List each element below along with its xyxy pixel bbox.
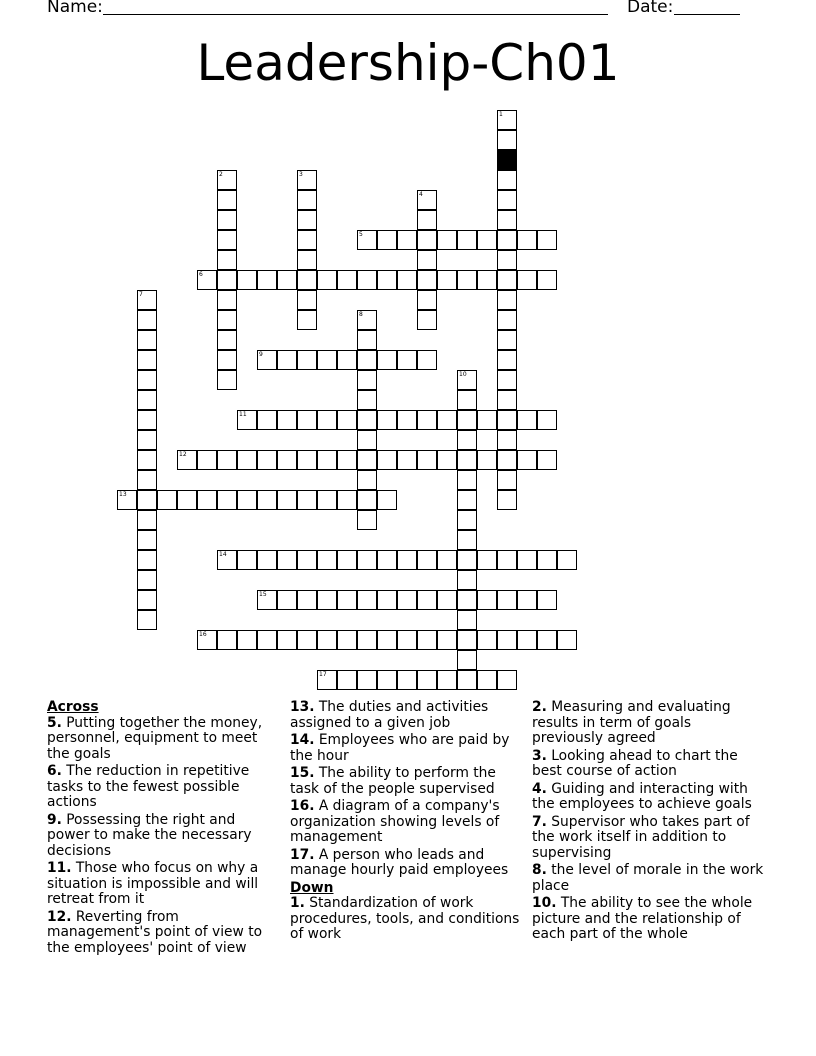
grid-cell[interactable] xyxy=(337,270,357,290)
grid-cell[interactable] xyxy=(297,190,317,210)
grid-cell[interactable] xyxy=(317,670,337,690)
grid-cell[interactable] xyxy=(517,230,537,250)
grid-cell[interactable] xyxy=(497,310,517,330)
clue-across: 14. Employees who are paid by the hour xyxy=(290,732,510,764)
grid-cell[interactable] xyxy=(337,670,357,690)
grid-cell[interactable] xyxy=(417,190,437,210)
grid-cell[interactable] xyxy=(477,230,497,250)
grid-cell[interactable] xyxy=(357,510,377,530)
grid-cell[interactable] xyxy=(497,130,517,150)
grid-cell[interactable] xyxy=(297,250,317,270)
grid-cell[interactable] xyxy=(217,450,237,470)
clue-across: 17. A person who leads and manage hourly paid employees xyxy=(290,846,509,878)
grid-cell[interactable] xyxy=(457,590,477,610)
grid-cell[interactable] xyxy=(497,590,517,610)
clues-column-1 xyxy=(47,700,279,958)
grid-cell[interactable] xyxy=(197,630,217,650)
grid-cell[interactable] xyxy=(517,550,537,570)
grid-cell[interactable] xyxy=(537,450,557,470)
grid-cell[interactable] xyxy=(457,370,477,390)
clue-number: 1 xyxy=(499,111,503,118)
grid-cell[interactable] xyxy=(457,670,477,690)
clue-across: 12. Reverting from management's point of view to the employees' point of view xyxy=(47,908,263,956)
across-heading: Across xyxy=(47,699,99,715)
grid-cell[interactable] xyxy=(257,490,277,510)
clue-across: 5. Putting together the money, personnel, equipment to meet the goals xyxy=(47,714,263,762)
grid-cell[interactable] xyxy=(137,610,157,630)
grid-cell[interactable] xyxy=(517,410,537,430)
grid-cell[interactable] xyxy=(297,350,317,370)
grid-cell[interactable] xyxy=(417,230,437,250)
grid-cell[interactable] xyxy=(497,370,517,390)
grid-cell[interactable] xyxy=(297,170,317,190)
grid-cell[interactable] xyxy=(477,590,497,610)
grid-cell[interactable] xyxy=(217,310,237,330)
grid-cell[interactable] xyxy=(137,410,157,430)
grid-cell[interactable] xyxy=(397,670,417,690)
clue-number: 17 xyxy=(319,671,327,678)
grid-cell[interactable] xyxy=(137,490,157,510)
grid-cell[interactable] xyxy=(257,410,277,430)
grid-cell[interactable] xyxy=(537,590,557,610)
grid-cell[interactable] xyxy=(497,410,517,430)
grid-cell[interactable] xyxy=(317,590,337,610)
grid-cell[interactable] xyxy=(257,590,277,610)
grid-cell[interactable] xyxy=(397,630,417,650)
grid-cell[interactable] xyxy=(417,250,437,270)
grid-cell[interactable] xyxy=(157,490,177,510)
grid-cell[interactable] xyxy=(297,450,317,470)
grid-cell[interactable] xyxy=(557,550,577,570)
clue-across: 16. A diagram of a company's organization showing levels of management xyxy=(290,798,500,845)
grid-cell[interactable] xyxy=(537,410,557,430)
grid-cell[interactable] xyxy=(457,410,477,430)
grid-cell[interactable] xyxy=(257,350,277,370)
grid-cell[interactable] xyxy=(137,530,157,550)
grid-cell[interactable] xyxy=(417,550,437,570)
grid-cell[interactable] xyxy=(217,550,237,570)
grid-cell[interactable] xyxy=(437,230,457,250)
grid-cell[interactable] xyxy=(417,350,437,370)
clue-number: 9 xyxy=(259,351,263,358)
grid-cell[interactable] xyxy=(497,250,517,270)
grid-cell[interactable] xyxy=(257,270,277,290)
grid-cell[interactable] xyxy=(277,590,297,610)
grid-cell[interactable] xyxy=(497,190,517,210)
grid-cell[interactable] xyxy=(357,350,377,370)
grid-cell[interactable] xyxy=(257,550,277,570)
grid-cell[interactable] xyxy=(517,270,537,290)
grid-cell[interactable] xyxy=(477,550,497,570)
grid-cell[interactable] xyxy=(217,270,237,290)
grid-cell[interactable] xyxy=(237,550,257,570)
grid-cell[interactable] xyxy=(377,630,397,650)
grid-cell[interactable] xyxy=(497,630,517,650)
grid-cell[interactable] xyxy=(137,430,157,450)
clue-across: 11. Those who focus on why a situation is impossible and will retreat from it xyxy=(47,860,259,907)
grid-cell[interactable] xyxy=(497,110,517,130)
grid-cell[interactable] xyxy=(517,630,537,650)
clue-number: 12 xyxy=(179,451,187,458)
grid-cell[interactable] xyxy=(457,630,477,650)
grid-cell[interactable] xyxy=(137,590,157,610)
clues-column-3 xyxy=(532,700,764,945)
grid-cell[interactable] xyxy=(477,630,497,650)
grid-cell[interactable] xyxy=(337,350,357,370)
grid-cell[interactable] xyxy=(497,230,517,250)
grid-cell[interactable] xyxy=(217,230,237,250)
grid-cell[interactable] xyxy=(357,490,377,510)
grid-cell[interactable] xyxy=(277,450,297,470)
grid-cell[interactable] xyxy=(197,450,217,470)
grid-cell[interactable] xyxy=(237,490,257,510)
clue-number: 14 xyxy=(219,551,227,558)
grid-cell[interactable] xyxy=(397,410,417,430)
clue-number: 8 xyxy=(359,311,363,318)
grid-cell[interactable] xyxy=(137,510,157,530)
grid-cell[interactable] xyxy=(377,270,397,290)
grid-cell[interactable] xyxy=(377,350,397,370)
clue-number: 3 xyxy=(299,171,303,178)
grid-cell[interactable] xyxy=(317,410,337,430)
grid-cell[interactable] xyxy=(217,290,237,310)
grid-cell[interactable] xyxy=(317,350,337,370)
grid-cell[interactable] xyxy=(497,350,517,370)
grid-cell[interactable] xyxy=(497,490,517,510)
down-heading: Down xyxy=(290,879,334,896)
grid-cell[interactable] xyxy=(497,170,517,190)
grid-cell[interactable] xyxy=(257,630,277,650)
clue-number: 16 xyxy=(199,631,207,638)
grid-cell[interactable] xyxy=(437,670,457,690)
clue-number: 4 xyxy=(419,191,423,198)
grid-cell[interactable] xyxy=(417,450,437,470)
clue-down: 8. the level of morale in the work place xyxy=(532,862,764,894)
grid-cell[interactable] xyxy=(557,630,577,650)
grid-cell[interactable] xyxy=(497,290,517,310)
grid-cell[interactable] xyxy=(457,610,477,630)
grid-cell[interactable] xyxy=(317,550,337,570)
clue-across: 13. The duties and activities assigned to a given job xyxy=(290,699,489,731)
grid-cell[interactable] xyxy=(217,210,237,230)
grid-cell[interactable] xyxy=(437,590,457,610)
clue-number: 13 xyxy=(119,491,127,498)
grid-cell[interactable] xyxy=(297,210,317,230)
grid-cell[interactable] xyxy=(397,350,417,370)
grid-cell[interactable] xyxy=(137,570,157,590)
grid-cell[interactable] xyxy=(237,410,257,430)
grid-cell[interactable] xyxy=(477,450,497,470)
clues-column-2 xyxy=(290,700,522,945)
grid-cell[interactable] xyxy=(137,330,157,350)
grid-cell[interactable] xyxy=(337,410,357,430)
grid-cell[interactable] xyxy=(177,490,197,510)
grid-cell[interactable] xyxy=(417,210,437,230)
grid-cell[interactable] xyxy=(277,490,297,510)
clue-down: 4. Guiding and interacting with the employees to achieve goals xyxy=(532,780,752,812)
grid-cell[interactable] xyxy=(357,410,377,430)
grid-cell[interactable] xyxy=(357,470,377,490)
grid-cell[interactable] xyxy=(457,530,477,550)
grid-cell[interactable] xyxy=(317,450,337,470)
clue-down: 1. Standardization of work procedures, tools, and conditions of work xyxy=(290,895,520,942)
grid-cell[interactable] xyxy=(477,670,497,690)
grid-cell[interactable] xyxy=(537,550,557,570)
grid-cell[interactable] xyxy=(137,350,157,370)
grid-cell[interactable] xyxy=(297,590,317,610)
grid-cell[interactable] xyxy=(537,230,557,250)
grid-cell[interactable] xyxy=(377,670,397,690)
name-label: Name: xyxy=(47,0,103,17)
grid-cell[interactable] xyxy=(497,670,517,690)
grid-cell[interactable] xyxy=(397,550,417,570)
clue-number: 2 xyxy=(219,171,223,178)
grid-cell[interactable] xyxy=(137,550,157,570)
grid-cell[interactable] xyxy=(437,410,457,430)
grid-cell[interactable] xyxy=(357,590,377,610)
clue-across: 15. The ability to perform the task of the people supervised xyxy=(290,765,496,797)
grid-cell[interactable] xyxy=(137,290,157,310)
grid-cell[interactable] xyxy=(397,450,417,470)
clue-down: 10. The ability to see the whole picture and the relationship of each part of the whole xyxy=(532,895,753,942)
grid-cell[interactable] xyxy=(297,630,317,650)
grid-cell[interactable] xyxy=(217,190,237,210)
grid-cell[interactable] xyxy=(137,450,157,470)
grid-cell[interactable] xyxy=(497,450,517,470)
grid-cell[interactable] xyxy=(277,270,297,290)
grid-cell[interactable] xyxy=(257,450,277,470)
grid-cell[interactable] xyxy=(457,430,477,450)
clue-down: 7. Supervisor who takes part of the work itself in addition to supervising xyxy=(532,813,750,861)
grid-cell[interactable] xyxy=(377,450,397,470)
grid-cell[interactable] xyxy=(457,390,477,410)
grid-cell[interactable] xyxy=(137,390,157,410)
grid-cell[interactable] xyxy=(497,210,517,230)
grid-cell[interactable] xyxy=(497,470,517,490)
grid-cell[interactable] xyxy=(417,630,437,650)
grid-cell[interactable] xyxy=(217,350,237,370)
grid-cell[interactable] xyxy=(277,550,297,570)
puzzle-title: Leadership-Ch01 xyxy=(196,34,620,92)
grid-cell[interactable] xyxy=(417,590,437,610)
grid-cell[interactable] xyxy=(497,430,517,450)
grid-cell[interactable] xyxy=(357,310,377,330)
grid-cell[interactable] xyxy=(277,410,297,430)
grid-cell[interactable] xyxy=(237,270,257,290)
grid-cell[interactable] xyxy=(357,550,377,570)
grid-cell[interactable] xyxy=(457,550,477,570)
grid-cell[interactable] xyxy=(477,270,497,290)
grid-cell[interactable] xyxy=(117,490,137,510)
grid-cell[interactable] xyxy=(457,270,477,290)
grid-cell[interactable] xyxy=(357,670,377,690)
grid-cell[interactable] xyxy=(297,490,317,510)
grid-cell[interactable] xyxy=(337,490,357,510)
grid-cell[interactable] xyxy=(437,270,457,290)
grid-cell[interactable] xyxy=(517,590,537,610)
grid-cell[interactable] xyxy=(497,550,517,570)
grid-cell[interactable] xyxy=(377,230,397,250)
grid-cell[interactable] xyxy=(357,430,377,450)
grid-cell[interactable] xyxy=(417,310,437,330)
grid-cell[interactable] xyxy=(337,630,357,650)
grid-cell[interactable] xyxy=(517,450,537,470)
grid-cell[interactable] xyxy=(397,230,417,250)
grid-cell[interactable] xyxy=(297,310,317,330)
grid-cell[interactable] xyxy=(217,330,237,350)
clue-number: 15 xyxy=(259,591,267,598)
clue-across: 9. Possessing the right and power to make the necessary decisions xyxy=(47,811,252,859)
grid-cell[interactable] xyxy=(477,410,497,430)
grid-cell[interactable] xyxy=(397,270,417,290)
grid-cell[interactable] xyxy=(137,470,157,490)
grid-cell[interactable] xyxy=(437,630,457,650)
grid-cell[interactable] xyxy=(337,450,357,470)
grid-cell[interactable] xyxy=(457,490,477,510)
grid-cell[interactable] xyxy=(437,550,457,570)
grid-cell[interactable] xyxy=(377,550,397,570)
grid-cell[interactable] xyxy=(497,330,517,350)
grid-cell[interactable] xyxy=(297,290,317,310)
grid-cell[interactable] xyxy=(457,650,477,670)
grid-cell[interactable] xyxy=(317,630,337,650)
grid-cell[interactable] xyxy=(497,270,517,290)
grid-cell[interactable] xyxy=(237,630,257,650)
grid-cell[interactable] xyxy=(417,290,437,310)
grid-cell[interactable] xyxy=(377,410,397,430)
grid-cell[interactable] xyxy=(357,630,377,650)
date-label: Date: xyxy=(627,0,674,17)
grid-cell[interactable] xyxy=(317,270,337,290)
grid-cell[interactable] xyxy=(457,510,477,530)
grid-cell[interactable] xyxy=(277,350,297,370)
grid-cell[interactable] xyxy=(277,630,297,650)
clue-number: 5 xyxy=(359,231,363,238)
grid-cell[interactable] xyxy=(217,370,237,390)
grid-cell[interactable] xyxy=(337,590,357,610)
grid-cell[interactable] xyxy=(417,670,437,690)
grid-cell[interactable] xyxy=(357,450,377,470)
grid-cell[interactable] xyxy=(197,490,217,510)
clue-number: 6 xyxy=(199,271,203,278)
grid-cell[interactable] xyxy=(497,390,517,410)
grid-cell[interactable] xyxy=(457,230,477,250)
grid-cell[interactable] xyxy=(357,270,377,290)
grid-cell[interactable] xyxy=(217,250,237,270)
grid-cell[interactable] xyxy=(217,630,237,650)
clue-number: 11 xyxy=(239,411,247,418)
grid-cell[interactable] xyxy=(297,230,317,250)
grid-cell[interactable] xyxy=(237,450,257,470)
grid-cell[interactable] xyxy=(377,490,397,510)
grid-cell[interactable] xyxy=(377,590,397,610)
grid-cell[interactable] xyxy=(217,490,237,510)
grid-cell[interactable] xyxy=(457,450,477,470)
clue-number: 10 xyxy=(459,371,467,378)
grid-cell[interactable] xyxy=(317,490,337,510)
grid-cell[interactable] xyxy=(397,590,417,610)
grid-cell[interactable] xyxy=(197,270,217,290)
grid-cell[interactable] xyxy=(457,570,477,590)
grid-cell[interactable] xyxy=(297,270,317,290)
grid-cell[interactable] xyxy=(537,270,557,290)
grid-cell[interactable] xyxy=(537,630,557,650)
grid-cell[interactable] xyxy=(357,230,377,250)
grid-cell[interactable] xyxy=(457,470,477,490)
grid-cell[interactable] xyxy=(357,330,377,350)
grid-cell[interactable] xyxy=(357,370,377,390)
grid-cell[interactable] xyxy=(297,410,317,430)
grid-cell[interactable] xyxy=(337,550,357,570)
grid-cell[interactable] xyxy=(417,410,437,430)
grid-cell[interactable] xyxy=(357,390,377,410)
grid-cell[interactable] xyxy=(137,370,157,390)
grid-cell[interactable] xyxy=(297,550,317,570)
clue-number: 7 xyxy=(139,291,143,298)
clue-down: 3. Looking ahead to chart the best course of action xyxy=(532,747,738,779)
black-cell xyxy=(497,150,517,170)
clue-down: 2. Measuring and evaluating results in term of goals previously agreed xyxy=(532,699,731,746)
grid-cell[interactable] xyxy=(217,170,237,190)
clue-across: 6. The reduction in repetitive tasks to the fewest possible actions xyxy=(47,763,250,810)
grid-cell[interactable] xyxy=(417,270,437,290)
grid-cell[interactable] xyxy=(137,310,157,330)
grid-cell[interactable] xyxy=(177,450,197,470)
grid-cell[interactable] xyxy=(437,450,457,470)
